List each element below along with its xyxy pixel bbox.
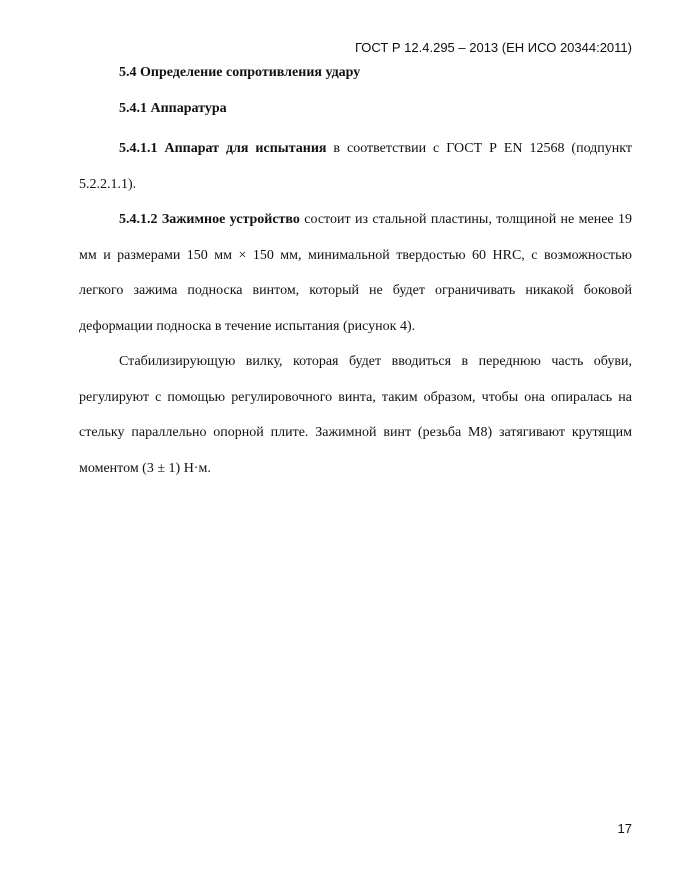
paragraph-5-4-1-2: [79, 202, 632, 344]
page-number: 17: [617, 821, 632, 836]
paragraph-text-5-4-1-2: состоит из стальной пластины, толщиной не менее 19 мм и размерами 150 мм × 150 мм, минимальной твердостью 60 HRC, с возможностью легкого зажима подноска винтом, который не будет ограничивать никакой боковой деформации подноска в течение испытания (рисунок 4).: [79, 212, 632, 334]
paragraph-text-5-4-1-1: в соответствии с ГОСТ Р EN 12568 (подпункт 5.2.2.1.1).: [79, 141, 633, 192]
section-heading-5-4-1: 5.4.1 Аппаратура: [119, 101, 227, 116]
paragraph-5-4-1-1: [79, 131, 632, 202]
section-heading-5-4: 5.4 Определение сопротивления удару: [119, 65, 361, 80]
paragraph-lead-5-4-1-2: 5.4.1.2 Зажимное устройство: [119, 212, 300, 227]
document-body: [79, 63, 632, 486]
paragraph-lead-5-4-1-1: 5.4.1.1 Аппарат для испытания: [119, 141, 327, 156]
page-header-standard-ref: ГОСТ Р 12.4.295 – 2013 (ЕН ИСО 20344:2011): [354, 40, 632, 55]
paragraph-stabilizing-fork: Стабилизирующую вилку, которая будет вводиться в переднюю часть обуви, регулируют с помощью регулировочного винта, таким образом, чтобы она опиралась на стельку параллельно опорной плите. Зажимной винт (резьба М8) затягивают крутящим моментом (3 ± 1) Н·м.: [79, 354, 632, 476]
